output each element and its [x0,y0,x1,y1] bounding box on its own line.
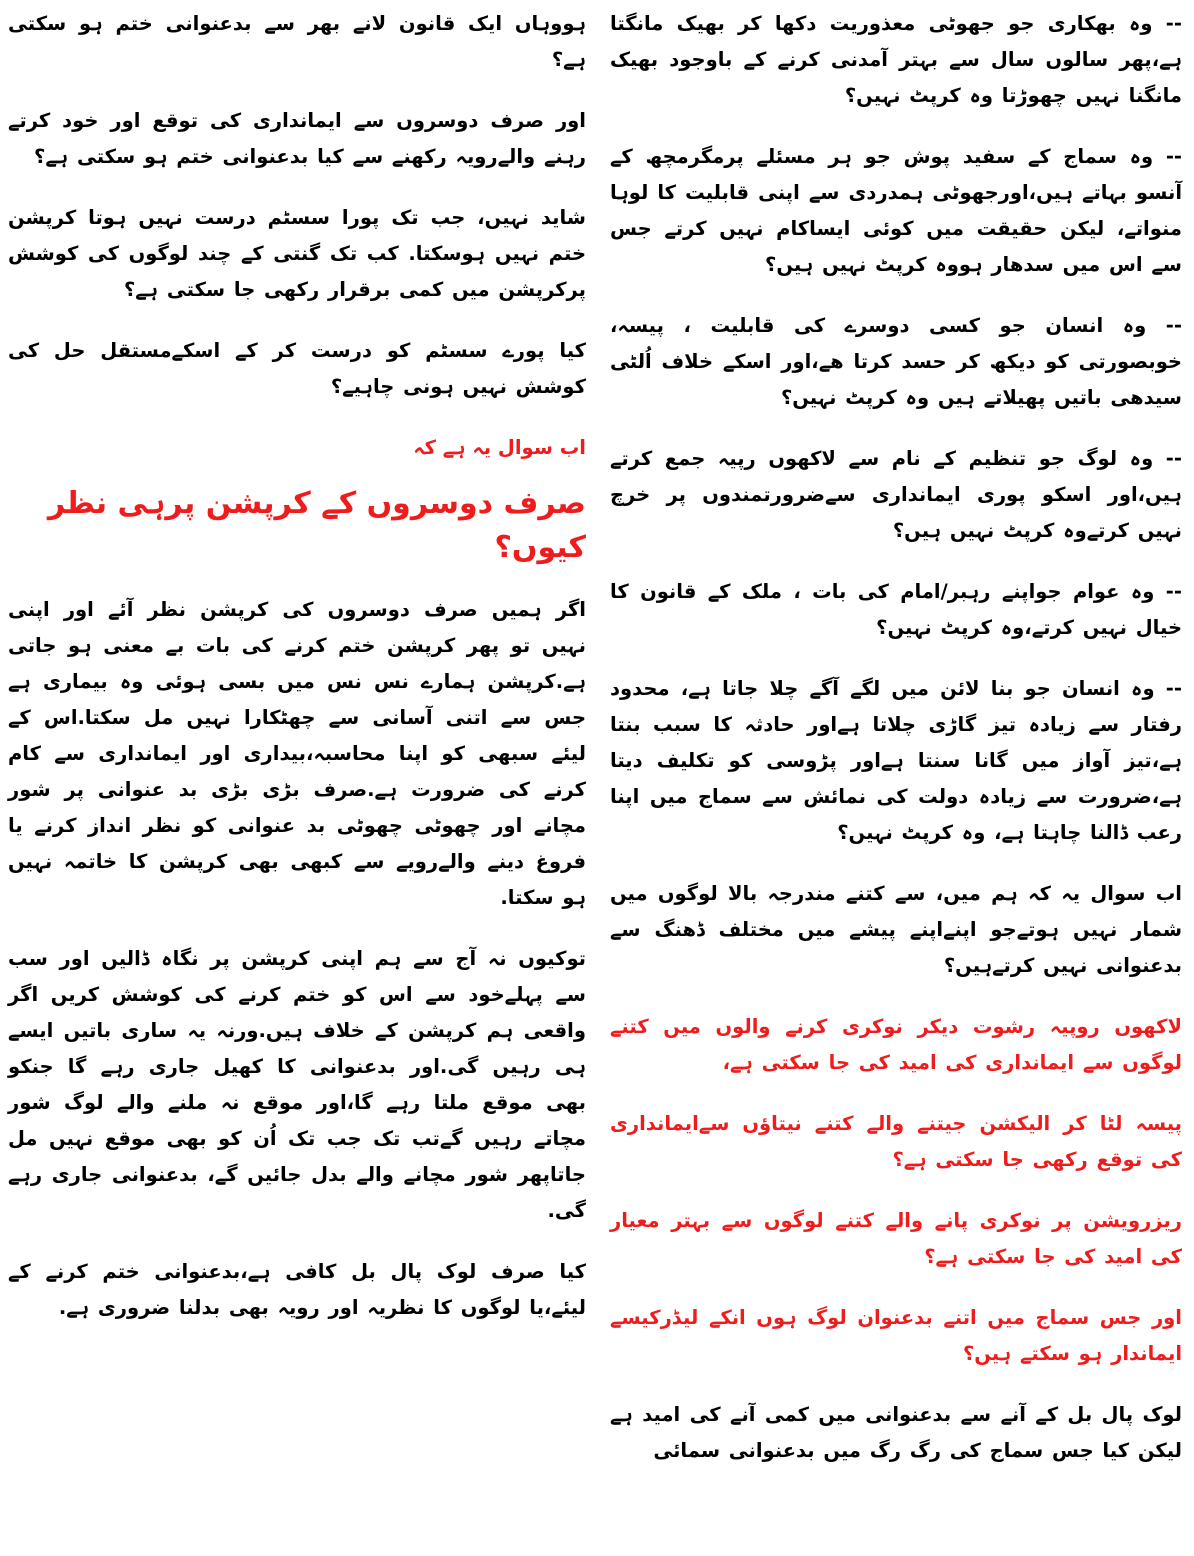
right-column [610,6,1182,1494]
paragraph-white-collar: -- وہ سماج کے سفید پوش جو ہر مسئلے پرمگرمچھ کے آنسو بہاتے ہیں،اورجھوٹی ہمدردی سے اپنی قابلیت کا لوہا منواتے، لیکن حقیقت میں کوئی ایساکام نہیں کرتے جس سے اس میں سدھار ہووہ کرپٹ نہیں ہیں؟ [610,145,1182,276]
paragraph-system: شاید نہیں، جب تک پورا سسٹم درست نہیں ہوتا کرپشن ختم نہیں ہوسکتا. کب تک گنتی کے چند لوگوں کی کوشش پرکرپشن میں کمی برقرار رکھی جا سکتی ہے؟ [8,206,586,301]
paragraph-permanent-solution: کیا پورے سسٹم کو درست کر کے اسکےمستقل حل کی کوشش نہیں ہونی چاہیے؟ [8,339,586,398]
paragraph-lokpal-continued: ہووہاں ایک قانون لانے بھر سے بدعنوانی ختم ہو سکتی ہے؟ [8,12,586,71]
paragraph-self-accountability: اگر ہمیں صرف دوسروں کی کرپشن نظر آئے اور اپنی نہیں تو پھر کرپشن ختم کرنے کی بات بے معنی ہو جاتی ہے.کرپشن ہمارے نس نس میں بسی ہوئی وہ بیماری ہے جس سے اتنی آسانی سے چھٹکارا نہیں مل سکتا.اس کے لیئے سبھی کو اپنا محاسبہ،بیداری اور ایمانداری سے کام کرنے کی ضرورت ہے.صرف بڑی بڑی بد عنوانی پر شور مچانے اور چھوٹی چھوٹی بد عنوانی کو نظر انداز کرنے یا فروغ دینے والےرویے سے کبھی بھی کرپشن کا خاتمہ نہیں ہو سکتا. [8,598,586,909]
paragraph-question: اب سوال یہ کہ ہم میں، سے کتنے مندرجہ بالا لوگوں میں شمار نہیں ہوتےجو اپنےاپنے پیشے میں مختلف ڈھنگ سے بدعنوانی نہیں کرتےہیں؟ [610,882,1182,977]
paragraph-public: -- وہ عوام جواپنے رہبر/امام کی بات ، ملک کے قانون کا خیال نہیں کرتے،وہ کرپٹ نہیں؟ [610,580,1182,639]
left-column [8,6,586,1351]
paragraph-line-cutter: -- وہ انسان جو بنا لائن میں لگے آگے چلا جاتا ہے، محدود رفتار سے زیادہ تیز گاڑی چلاتا ہےاور حادثہ کا سبب بنتا ہے،تیز آواز میں گانا سنتا ہےاور پڑوسی کو تکلیف دیتا ہے،ضرورت سے زیادہ دولت کی نمائش سے سماج میں اپنا رعب ڈالنا چاہتا ہے، وہ کرپٹ نہیں؟ [610,677,1182,844]
red-question-leaders: اور جس سماج میں اتنے بدعنوان لوگ ہوں انکے لیڈرکیسے ایماندار ہو سکتے ہیں؟ [610,1306,1182,1365]
red-question-reservation: ریزرویشن پر نوکری پانے والے کتنے لوگوں سے بہتر معیار کی امید کی جا سکتی ہے؟ [610,1209,1182,1268]
paragraph-envy: -- وہ انسان جو کسی دوسرے کی قابلیت ، پیسہ، خوبصورتی کو دیکھ کر حسد کرتا ھے،اور اسکے خلاف اُلٹی سیدھی باتیں پھیلاتے ہیں وہ کرپٹ نہیں؟ [610,314,1182,409]
paragraph-beggar: -- وہ بھکاری جو جھوٹی معذوریت دکھا کر بھیک مانگتا ہے،پھر سالوں سال سے بہتر آمدنی کرنے کے باوجود بھیک مانگنا نہیں چھوڑتا وہ کرپٹ نہیں؟ [610,12,1182,107]
section-heading: صرف دوسروں کے کرپشن پرہی نظر کیوں؟ [47,486,586,565]
paragraph-expect-honesty: اور صرف دوسروں سے ایمانداری کی توقع اور خود کرتے رہنے والےرویہ رکھنے سے کیا بدعنوانی ختم ہو سکتی ہے؟ [8,109,586,168]
red-subquestion: اب سوال یہ ہے کہ [413,436,586,459]
paragraph-organizations: -- وہ لوگ جو تنظیم کے نام سے لاکھوں رپیہ جمع کرتے ہیں،اور اسکو پوری ایمانداری سےضرورتمندوں پر خرچ نہیں کرتےوہ کرپٹ نہیں ہیں؟ [610,447,1182,542]
paragraph-lokpal-start: لوک پال بل کے آنے سے بدعنوانی میں کمی آنے کی امید ہے لیکن کیا جس سماج کی رگ رگ میں بدعنوانی سمائی [610,1403,1182,1462]
red-question-bribe: لاکھوں روپیہ رشوت دیکر نوکری کرنے والوں میں کتنے لوگوں سے ایمانداری کی امید کی جا سکتی ہے، [610,1015,1182,1074]
red-question-election: پیسہ لٹا کر الیکشن جیتنے والے کتنے نیتاؤں سےایمانداری کی توقع رکھی جا سکتی ہے؟ [610,1112,1182,1171]
paragraph-conclusion: کیا صرف لوک پال بل کافی ہے،بدعنوانی ختم کرنے کے لیئے،یا لوگوں کا نظریہ اور رویہ بھی بدلنا ضروری ہے. [8,1260,586,1319]
paragraph-start-with-self: توکیوں نہ آج سے ہم اپنی کرپشن پر نگاہ ڈالیں اور سب سے پہلےخود سے اس کو ختم کرنے کی کوشش کریں اگر واقعی ہم کرپشن کے خلاف ہیں.ورنہ یہ ساری باتیں ایسے ہی رہیں گی.اور بدعنوانی کا کھیل جاری رہے گا جنکو بھی موقع ملتا رہے گا،اور موقع نہ ملنے والے لوگ شور مچاتے رہیں گےتب تک جب تک اُن کو بھی موقع نہیں مل جاتاپھر شور مچانے والے بدل جائیں گے، بدعنوانی جاری رہے گی. [8,947,586,1222]
